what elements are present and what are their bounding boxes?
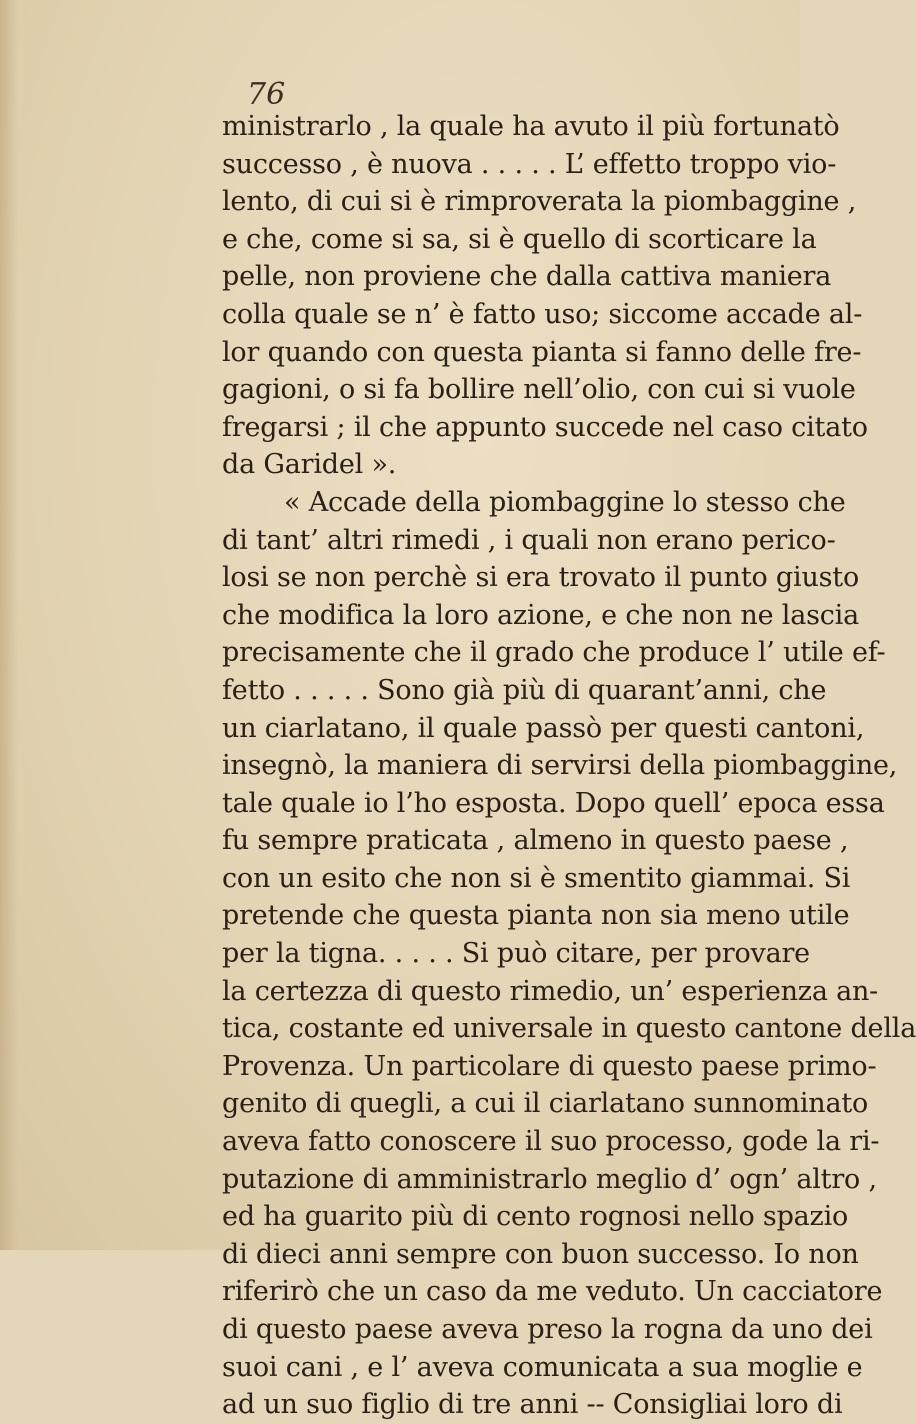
text-line: pelle, non proviene che dalla cattiva maniera xyxy=(222,261,832,293)
text-line: la certezza di questo rimedio, un’ esperienza an- xyxy=(222,975,879,1007)
text-line: losi se non perchè si era trovato il punto giusto xyxy=(222,562,860,594)
text-line: riferirò che un caso da me veduto. Un cacciatore xyxy=(222,1276,883,1308)
text-line: ministrarlo , la quale ha avuto il più fortunatò xyxy=(222,111,840,142)
text-line: aveva fatto conoscere il suo processo, gode la ri- xyxy=(222,1126,880,1158)
text-line: lento, di cui si è rimproverata la piombaggine , xyxy=(222,186,857,218)
text-line: fregarsi ; il che appunto succede nel caso citato xyxy=(222,411,868,443)
text-line: gagioni, o si fa bollire nell’olio, con cui si vuole xyxy=(222,374,856,406)
text-line: Provenza. Un particolare di questo paese primo- xyxy=(222,1050,877,1082)
text-line: successo , è nuova . . . . . L’ effetto troppo vio- xyxy=(222,148,837,180)
text-line: e che, come si sa, si è quello di scorticare la xyxy=(222,223,817,255)
text-line: tica, costante ed universale in questo cantone della xyxy=(222,1013,916,1045)
text-line: da Garidel ». xyxy=(222,449,397,481)
text-line: per la tigna. . . . . Si può citare, per provare xyxy=(222,938,810,970)
text-line: suoi cani , e l’ aveva comunicata a sua moglie e xyxy=(222,1351,863,1383)
text-line: precisamente che il grado che produce l’ utile ef- xyxy=(222,637,886,669)
text-line: un ciarlatano, il quale passò per questi cantoni, xyxy=(222,712,865,744)
text-line: fu sempre praticata , almeno in questo paese , xyxy=(222,825,849,857)
text-line: di questo paese aveva preso la rogna da uno dei xyxy=(222,1314,873,1345)
page-left-edge xyxy=(0,0,18,1250)
page-number: 76 xyxy=(247,77,286,112)
text-line: genito di quegli, a cui il ciarlatano sunnominato xyxy=(222,1088,869,1120)
text-line: che modifica la loro azione, e che non ne lascia xyxy=(222,599,860,631)
text-line: insegnò, la maniera di servirsi della piombaggine, xyxy=(222,750,898,782)
text-line: tale quale io l’ho esposta. Dopo quell’ epoca essa xyxy=(222,787,885,819)
text-line: pretende che questa pianta non sia meno utile xyxy=(222,900,850,932)
text-line: fetto . . . . . Sono già più di quarant’anni, che xyxy=(222,674,827,706)
text-line: ad un suo figlio di tre anni -- Consigliai loro di xyxy=(222,1389,843,1421)
text-line: con un esito che non si è smentito giammai. Si xyxy=(222,862,851,894)
text-line: ed ha guarito più di cento rognosi nello spazio xyxy=(222,1201,849,1233)
body-text xyxy=(222,108,916,1424)
text-line: lor quando con questa pianta si fanno delle fre- xyxy=(222,336,862,368)
text-line: di tant’ altri rimedi , i quali non erano perico- xyxy=(222,524,836,556)
paragraph-start-line: « Accade della piombaggine lo stesso che xyxy=(284,486,846,518)
text-line: di dieci anni sempre con buon successo. Io non xyxy=(222,1238,859,1270)
text-line: putazione di amministrarlo meglio d’ ogn’ altro , xyxy=(222,1163,877,1195)
text-line: colla quale se n’ è fatto uso; siccome accade al- xyxy=(222,298,863,330)
